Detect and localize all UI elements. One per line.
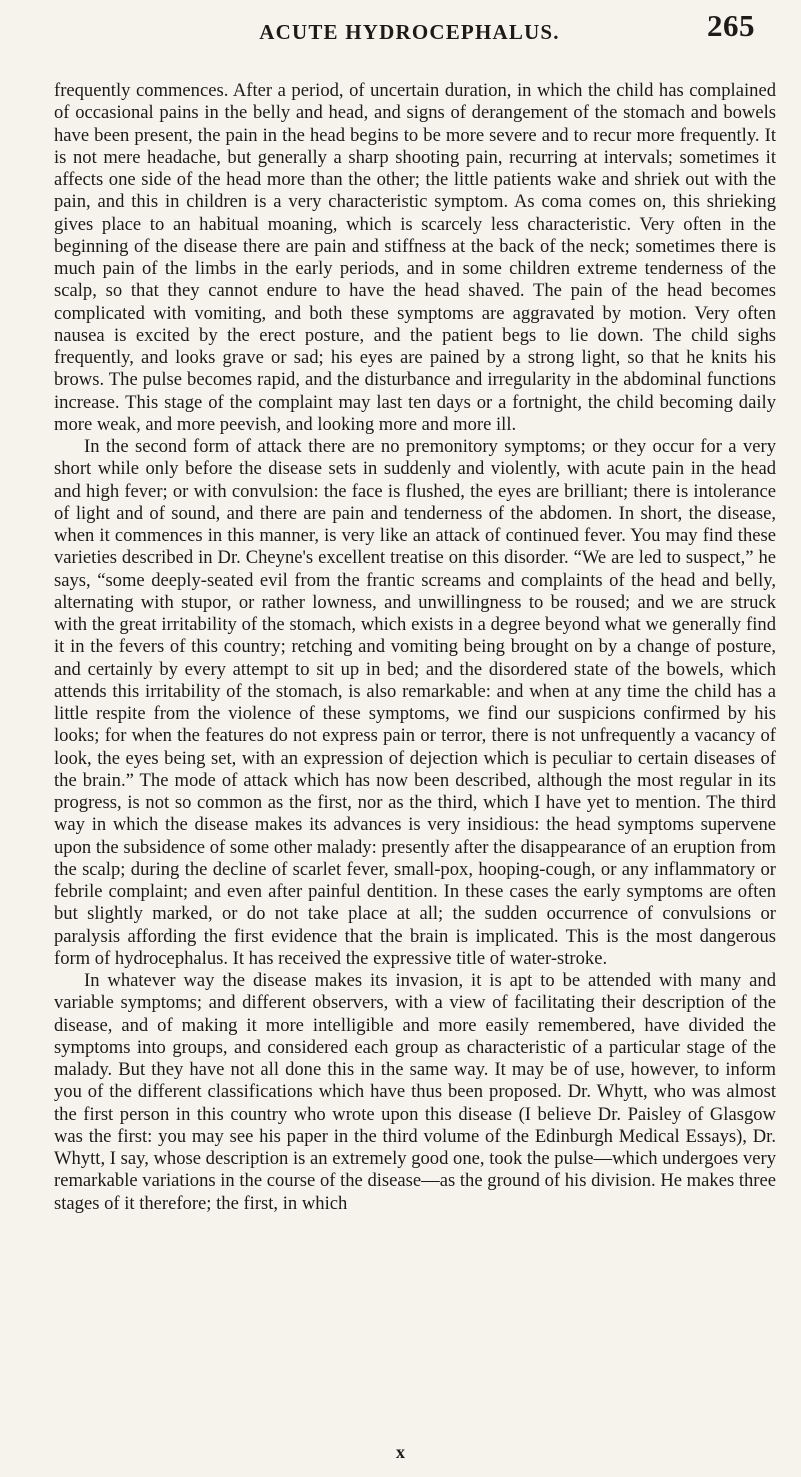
paragraph-3: In whatever way the disease makes its invasion, it is apt to be attended with many and variable symptoms; and different observers, with a view of facilitating their description of the disease, and of making it more intelligible and more easily remembered, have divided the symptoms into groups, and considered each group as characteristic of a particular stage of the malady. But they have not all done this in the same way. It may be of use, however, to inform you of the different classifications which have thus been proposed. Dr. Whytt, who was almost the first person in this country who wrote upon this disease (I believe Dr. Paisley of Glasgow was the first: you may see his paper in the third volume of the Edinburgh Medical Essays), Dr. Whytt, I say, whose description is an extremely good one, took the pulse—which undergoes very remarkable variations in the course of the disease—as the ground of his division. He makes three stages of it therefore; the first, in which (54, 970, 776, 1214)
page-header (54, 8, 765, 56)
signature-mark: x (396, 1442, 405, 1462)
body-text (54, 80, 776, 1215)
page-number: 265 (707, 8, 755, 43)
paragraph-1: frequently commences. After a period, of uncertain duration, in which the child has complained of occasional pains in the belly and head, and signs of derangement of the stomach and bowels have been present, the pain in the head begins to be more severe and to recur more frequently. It is not mere headache, but generally a sharp shooting pain, recurring at intervals; sometimes it affects one side of the head more than the other; the little patients wake and shriek out with the pain, and this in children is a very characteristic symptom. As coma comes on, this shrieking gives place to an habitual moaning, which is scarcely less characteristic. Very often in the beginning of the disease there are pain and stiffness at the back of the neck; sometimes there is much pain of the limbs in the early periods, and in some children extreme tenderness of the scalp, so that they cannot endure to have the head shaved. The pain of the head becomes complicated with vomiting, and both these symptoms are aggravated by motion. Very often nausea is excited by the erect posture, and the patient begs to lie down. The child sighs frequently, and looks grave or sad; his eyes are pained by a strong light, so that he knits his brows. The pulse becomes rapid, and the disturbance and irregularity in the abdominal functions increase. This stage of the complaint may last ten days or a fortnight, the child becoming daily more weak, and more peevish, and looking more and more ill. (54, 80, 776, 435)
paragraph-2: In the second form of attack there are no premonitory symptoms; or they occur for a very short while only before the disease sets in suddenly and violently, with acute pain in the head and high fever; or with convulsion: the face is flushed, the eyes are brilliant; there is intolerance of light and of sound, and there are pain and tenderness of the abdomen. In short, the disease, when it commences in this manner, is very like an attack of continued fever. You may find these varieties described in Dr. Cheyne's excellent treatise on this disorder. “We are led to suspect,” he says, “some deeply-seated evil from the frantic screams and complaints of the head and belly, alternating with stupor, or rather lowness, and unwillingness to be roused; and we are struck with the great irritability of the stomach, which exists in a degree beyond what we generally find it in the fevers of this country; retching and vomiting being brought on by a change of posture, and certainly by every attempt to sit up in bed; and the disordered state of the bowels, which attends this irritability of the stomach, is also remarkable: and when at any time the child has a little respite from the violence of these symptoms, we find our suspicions confirmed by his looks; for when the features do not express pain or terror, there is not unfrequently a vacancy of look, the eyes being set, with an expression of dejection which is peculiar to certain diseases of the brain.” The mode of attack which has now been described, although the most regular in its progress, is not so common as the first, nor as the third, which I have yet to mention. The third way in which the disease makes its advances is very insidious: the head symptoms supervene upon the subsidence of some other malady: presently after the disappearance of an eruption from the scalp; during the decline of scarlet fever, small-pox, hooping-cough, or any inflammatory or febrile complaint; and even after painful dentition. In these cases the early symptoms are often but slightly marked, or do not take place at all; the sudden occurrence of convulsions or paralysis affording the first evidence that the brain is implicated. This is the most dangerous form of hydrocephalus. It has received the expressive title of water-stroke. (54, 436, 776, 969)
running-head: ACUTE HYDROCEPHALUS. (259, 20, 560, 44)
